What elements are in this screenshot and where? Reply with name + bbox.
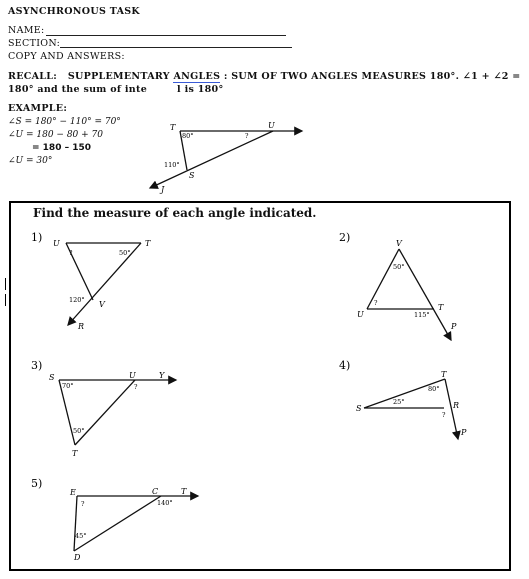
recall-sum: : SUM OF TWO ANGLES MEASURES 180°. ∠1 + ∠2 = [223,71,521,82]
example-line-1: ∠S = 180° − 110° = 70° [8,117,121,127]
fig-label-U: U [268,121,275,130]
problem-panel [9,201,511,571]
angle-80: 80° [428,385,440,393]
recall-line-1 [8,71,521,82]
example-line-4: ∠U = 30° [8,156,53,166]
recall-line-2 [8,84,224,95]
label-P: P [461,428,467,437]
problem-5 [31,477,198,562]
fig-label-T: T [170,123,176,132]
label-U: U [129,371,136,380]
problem-number: 4) [339,359,351,372]
label-Y: Y [159,371,165,380]
problem-4 [339,359,467,439]
section-field[interactable] [60,47,292,48]
angle-115: 115° [414,311,430,319]
recall-text-3: 180° and the sum of inte [8,84,148,95]
recall-angles: ANGLES [173,71,221,82]
side-mark [5,294,6,306]
copy-label: COPY AND ANSWERS: [8,51,125,62]
angle-45: 45° [75,532,87,540]
recall-text-4: l is 180° [177,84,224,95]
label-S: S [49,373,55,382]
label-R: R [78,322,85,331]
angle-70: 70° [62,382,74,390]
angle-25: 25° [393,398,405,406]
label-C: C [152,487,159,496]
problem-number: 3) [31,359,43,372]
example-label: EXAMPLE: [8,103,68,114]
label-D: D [74,553,81,562]
problem-1 [31,231,151,331]
angle-50: 50° [73,427,85,435]
label-U: U [53,239,60,248]
angle-q: ? [81,500,85,508]
label-P: P [451,322,457,331]
angle-50: 50° [393,263,405,271]
label-V: V [396,239,402,248]
label-U: U [357,310,364,319]
label-S: S [356,404,362,413]
angle-120: 120° [69,296,85,304]
angle-q: ? [442,411,446,419]
side-mark [5,278,6,290]
problem-number: 1) [31,231,43,244]
angle-50: 50° [119,249,131,257]
label-T: T [438,303,444,312]
fig-angle-q: ? [245,132,249,140]
fig-angle-80: 80° [182,132,194,140]
name-field[interactable] [46,35,286,36]
label-R: R [453,401,460,410]
label-T: T [441,370,447,379]
angle-q: ? [69,249,73,257]
recall-supplementary: SUPPLEMENTARY [67,71,170,82]
label-T: T [72,449,78,458]
fig-angle-110: 110° [164,161,180,169]
problem-number: 2) [339,231,351,244]
section-label: SECTION: [8,38,61,49]
label-V: V [99,300,105,309]
name-label: NAME: [8,25,45,36]
label-T: T [145,239,151,248]
angle-140: 140° [157,499,173,507]
task-title: ASYNCHRONOUS TASK [8,6,140,17]
problem-3 [31,359,176,458]
recall-label: RECALL: [8,71,58,82]
instruction-text: Find the measure of each angle indicated. [33,206,317,220]
angle-q: ? [374,299,378,307]
example-line-2: ∠U = 180 − 80 + 70 [8,130,103,140]
fig-label-S: S [189,171,195,180]
example-figure [140,118,320,196]
label-E: E [70,488,76,497]
angle-q: ? [134,383,138,391]
problems-figures [11,203,509,569]
label-T: T [181,487,187,496]
problem-number: 5) [31,477,43,490]
example-line-3: = 180 – 150 [32,143,92,153]
fig-label-J: J [161,185,165,194]
problem-2 [339,231,457,340]
